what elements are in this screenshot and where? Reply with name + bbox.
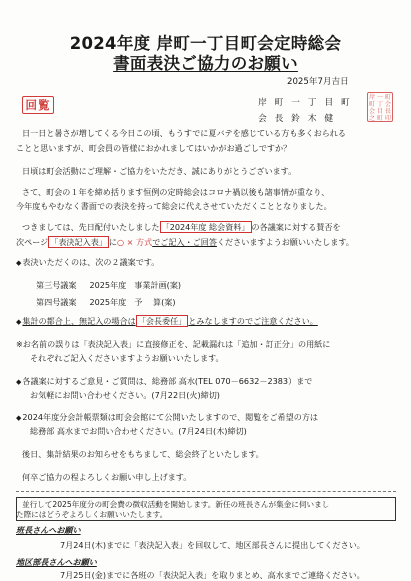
method-highlight: ○ × 方式 (117, 237, 153, 247)
diamond-bullet-icon: ◆ (16, 259, 22, 267)
paragraph-line: 日頃は町会活動にご理解・ご協力をいただき、誠にありがとうございます。 (22, 166, 297, 176)
bullet-item: ◆2024年度分会計帳票類は町会会館にて公開いたしますので、閲覧をご希望の方は (16, 412, 319, 422)
delegation-highlight: 「会長委任」 (137, 316, 187, 326)
paragraph-line: 次ページ 「表決記入表」 に○ × 方式でご記入・ご回答くださいますようお願いいたします。 (16, 237, 354, 247)
bullet-item: ◆集計の都合上、無記入の場合は 「会長委任」 とみなしますのでご注意ください。 (16, 316, 318, 326)
chairman-name: 会 長 鈴 木 健 (258, 114, 336, 124)
section-heading: 班長さんへお願い (16, 525, 81, 535)
note-line: ※お名前の誤りは「表決記入表」に直接修正を、記載漏れは「追加・訂正分」の用紙に (16, 339, 331, 349)
agenda-item: 第四号議案 2025年度 予 算(案) (36, 297, 176, 307)
section-text: 7月24日(木)までに「表決記入表」を回収して、地区部長さんに提出してください。 (60, 540, 365, 550)
section-heading: 地区部長さんへお願い (16, 557, 97, 567)
diamond-bullet-icon: ◆ (16, 318, 22, 326)
paragraph-line: 日一日と暑さが増してくる今日この頃、もうすでに夏バテを感じている方も多くおられる (22, 128, 346, 138)
notice-line: た際にはどうぞよろしくお願いいたします。 (16, 510, 168, 519)
paragraph-line: つきましては、先日配付いたしました 「2024年度 総会資料」 の各議案に対する賛否を (22, 222, 341, 232)
document-subtitle: 書面表決ご協力のお願い (113, 54, 298, 73)
bullet-item: ◆表決いただくのは、次の２議案です。 (16, 257, 160, 267)
divider (16, 491, 396, 492)
note-line: それぞれご記入くださいますようお願いいたします。 (30, 353, 224, 363)
paragraph-line: 後日、集計結果のお知らせをもちまして、総会終了といたします。 (22, 449, 264, 459)
paragraph-line: さて、町会の１年を締め括ります恒例の定時総会はコロナ禍以後も諸事情が重なり、 (22, 187, 330, 197)
notice-line: 並行して2025年度分の町会費の徴収活動を開始します。新任の班長さんが集金に伺いまし (22, 500, 330, 509)
materials-highlight: 「2024年度 総会資料」 (161, 222, 250, 232)
bullet-item-cont: お気軽にお問い合わせください。(7月22日(火)締切) (30, 390, 220, 400)
issue-date: 2025年7月吉日 (287, 77, 349, 87)
agenda-item: 第三号議案 2025年度 事業計画(案) (36, 280, 182, 290)
paragraph-line: 何卒ご協力の程よろしくお願い申し上げます。 (22, 472, 192, 482)
organization-name: 岸 町 一 丁 目 町 (258, 98, 353, 108)
official-seal: 岸 一 町 町 丁 会 会 目 長 之 町 印 (368, 94, 391, 122)
diamond-bullet-icon: ◆ (16, 414, 22, 422)
circulate-stamp: 回覧 (22, 96, 54, 114)
paragraph-line: ことと思いますが、町会員の皆様におかれましてはいかがお過ごしですか？ (16, 143, 292, 153)
form-highlight: 「表決記入表」 (50, 237, 107, 247)
document-title: 2024年度 岸町一丁目町会定時総会 (69, 34, 342, 53)
section-text: 7月25日(金)までに各班の「表決記入表」を取りまとめ、高水までご連絡ください。 (60, 570, 365, 580)
bullet-item-cont: 総務部 高水までお問い合わせください。(7月24日(木)締切) (30, 426, 247, 436)
paragraph-line: 今年度もやむなく書面での表決を持って総会に代えさせていただくこととなりました。 (16, 201, 332, 211)
diamond-bullet-icon: ◆ (16, 378, 22, 386)
bullet-item: ◆各議案に対するご意見・ご質問は、総務部 高水(TEL 070－6632－2383）まで (16, 376, 313, 386)
